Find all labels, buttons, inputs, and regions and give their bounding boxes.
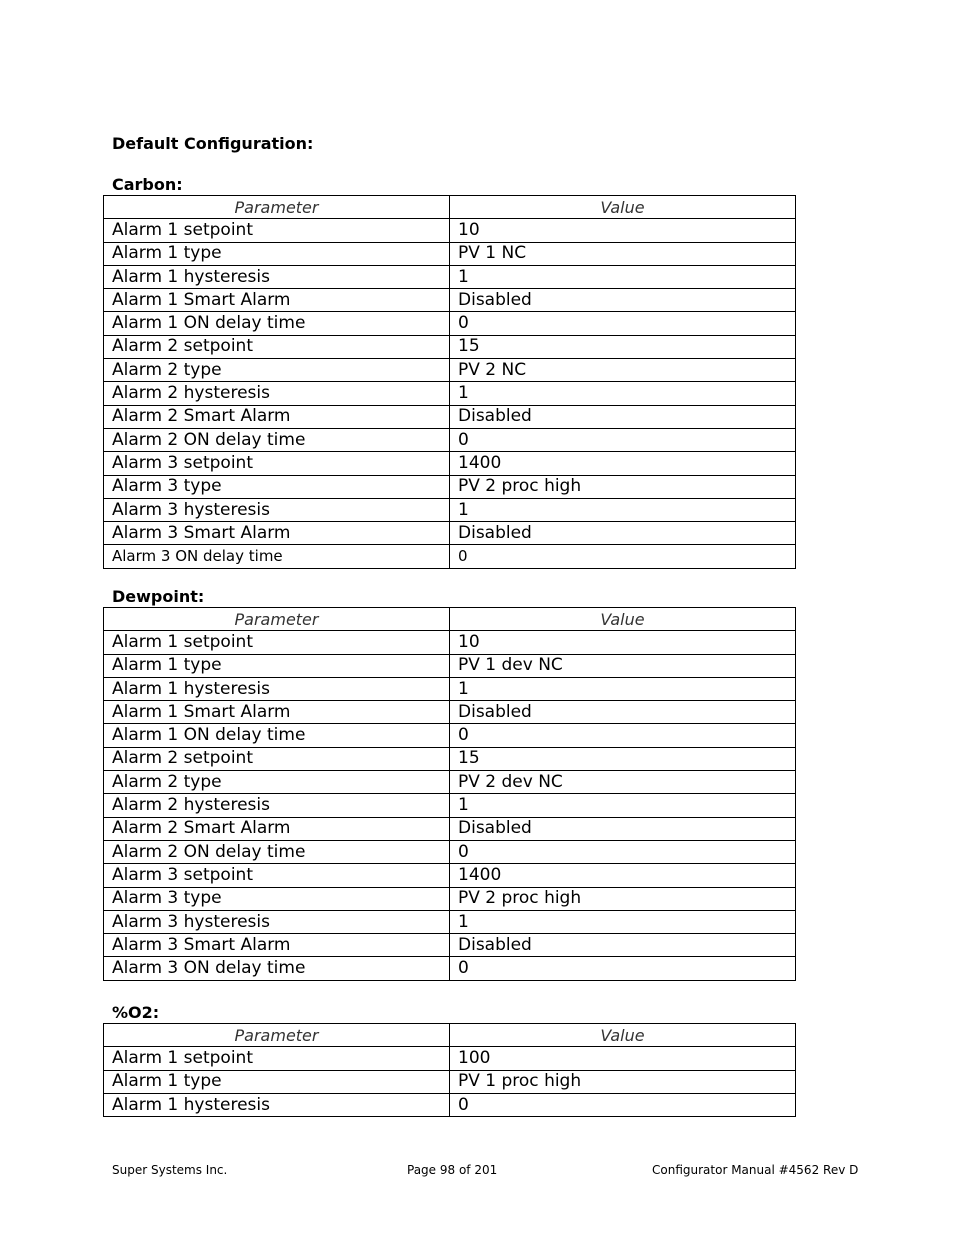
parameter-cell: Alarm 2 Smart Alarm [104, 817, 450, 840]
value-cell: 0 [450, 428, 796, 451]
table-header-row [104, 1024, 796, 1047]
parameter-cell: Alarm 3 type [104, 475, 450, 498]
value-cell: Disabled [450, 289, 796, 312]
parameter-cell: Alarm 3 ON delay time [104, 545, 450, 568]
parameter-cell: Alarm 1 setpoint [104, 219, 450, 242]
value-cell: 1 [450, 382, 796, 405]
table-row [104, 265, 796, 288]
parameter-cell: Alarm 1 hysteresis [104, 677, 450, 700]
value-cell: PV 1 proc high [450, 1070, 796, 1093]
parameter-cell: Alarm 1 type [104, 654, 450, 677]
value-cell: PV 1 NC [450, 242, 796, 265]
section-title-dewpoint: Dewpoint: [112, 587, 205, 606]
table-row [104, 1070, 796, 1093]
parameter-cell: Alarm 2 type [104, 771, 450, 794]
value-cell: Disabled [450, 522, 796, 545]
table-header-row [104, 196, 796, 219]
table-row [104, 934, 796, 957]
value-cell: Disabled [450, 405, 796, 428]
column-header-value: Value [450, 608, 796, 631]
value-cell: 10 [450, 219, 796, 242]
table-row [104, 498, 796, 521]
parameter-cell: Alarm 1 setpoint [104, 1047, 450, 1070]
value-cell: 1 [450, 794, 796, 817]
parameter-cell: Alarm 2 type [104, 359, 450, 382]
parameter-cell: Alarm 2 setpoint [104, 747, 450, 770]
table-row [104, 382, 796, 405]
value-cell: 100 [450, 1047, 796, 1070]
parameter-cell: Alarm 3 type [104, 887, 450, 910]
table-row [104, 1047, 796, 1070]
value-cell: 10 [450, 631, 796, 654]
parameter-cell: Alarm 1 ON delay time [104, 312, 450, 335]
footer-page-number: Page 98 of 201 [407, 1163, 498, 1177]
table-row [104, 545, 796, 568]
value-cell: 1400 [450, 452, 796, 475]
table-row [104, 677, 796, 700]
value-cell: Disabled [450, 817, 796, 840]
column-header-parameter: Parameter [104, 196, 450, 219]
parameter-cell: Alarm 1 type [104, 242, 450, 265]
value-cell: 0 [450, 724, 796, 747]
table-row [104, 724, 796, 747]
parameter-cell: Alarm 3 hysteresis [104, 910, 450, 933]
footer-manual-id: Configurator Manual #4562 Rev D [652, 1163, 859, 1177]
value-cell: 1 [450, 910, 796, 933]
parameter-cell: Alarm 2 setpoint [104, 335, 450, 358]
table-row [104, 747, 796, 770]
value-cell: PV 2 dev NC [450, 771, 796, 794]
table-row [104, 452, 796, 475]
value-cell: 0 [450, 312, 796, 335]
value-cell: Disabled [450, 701, 796, 724]
table-row [104, 864, 796, 887]
footer-company: Super Systems Inc. [112, 1163, 228, 1177]
parameter-cell: Alarm 2 Smart Alarm [104, 405, 450, 428]
value-cell: 1 [450, 265, 796, 288]
value-cell: PV 2 proc high [450, 475, 796, 498]
table-row [104, 654, 796, 677]
table-row [104, 312, 796, 335]
value-cell: 0 [450, 840, 796, 863]
table-row [104, 1093, 796, 1116]
table-row [104, 631, 796, 654]
table-row [104, 242, 796, 265]
table-row [104, 289, 796, 312]
parameter-cell: Alarm 1 hysteresis [104, 1093, 450, 1116]
table-row [104, 359, 796, 382]
value-cell: 15 [450, 335, 796, 358]
column-header-parameter: Parameter [104, 1024, 450, 1047]
page-heading: Default Configuration: [112, 134, 314, 153]
table-row [104, 219, 796, 242]
value-cell: Disabled [450, 934, 796, 957]
table-row [104, 475, 796, 498]
table-row [104, 701, 796, 724]
parameter-cell: Alarm 1 setpoint [104, 631, 450, 654]
table-row [104, 335, 796, 358]
table-row [104, 771, 796, 794]
table-header-row [104, 608, 796, 631]
table-row [104, 910, 796, 933]
parameter-cell: Alarm 3 ON delay time [104, 957, 450, 980]
value-cell: 15 [450, 747, 796, 770]
value-cell: 1400 [450, 864, 796, 887]
value-cell: 1 [450, 498, 796, 521]
parameter-cell: Alarm 2 hysteresis [104, 382, 450, 405]
table-row [104, 957, 796, 980]
parameter-cell: Alarm 2 ON delay time [104, 840, 450, 863]
column-header-value: Value [450, 1024, 796, 1047]
table-row [104, 817, 796, 840]
section-title-o2: %O2: [112, 1003, 160, 1022]
parameter-cell: Alarm 3 Smart Alarm [104, 522, 450, 545]
table-row [104, 405, 796, 428]
parameter-cell: Alarm 1 type [104, 1070, 450, 1093]
carbon-table [103, 195, 796, 569]
table-row [104, 794, 796, 817]
value-cell: 0 [450, 545, 796, 568]
table-row [104, 840, 796, 863]
column-header-parameter: Parameter [104, 608, 450, 631]
value-cell: PV 2 NC [450, 359, 796, 382]
value-cell: PV 2 proc high [450, 887, 796, 910]
parameter-cell: Alarm 2 hysteresis [104, 794, 450, 817]
section-title-carbon: Carbon: [112, 175, 183, 194]
table-row [104, 428, 796, 451]
parameter-cell: Alarm 2 ON delay time [104, 428, 450, 451]
parameter-cell: Alarm 3 setpoint [104, 864, 450, 887]
table-row [104, 887, 796, 910]
parameter-cell: Alarm 3 Smart Alarm [104, 934, 450, 957]
value-cell: 1 [450, 677, 796, 700]
parameter-cell: Alarm 1 hysteresis [104, 265, 450, 288]
parameter-cell: Alarm 1 Smart Alarm [104, 289, 450, 312]
parameter-cell: Alarm 3 setpoint [104, 452, 450, 475]
column-header-value: Value [450, 196, 796, 219]
table-row [104, 522, 796, 545]
value-cell: 0 [450, 957, 796, 980]
parameter-cell: Alarm 3 hysteresis [104, 498, 450, 521]
o2-table [103, 1023, 796, 1117]
dewpoint-table [103, 607, 796, 981]
parameter-cell: Alarm 1 ON delay time [104, 724, 450, 747]
value-cell: 0 [450, 1093, 796, 1116]
value-cell: PV 1 dev NC [450, 654, 796, 677]
parameter-cell: Alarm 1 Smart Alarm [104, 701, 450, 724]
